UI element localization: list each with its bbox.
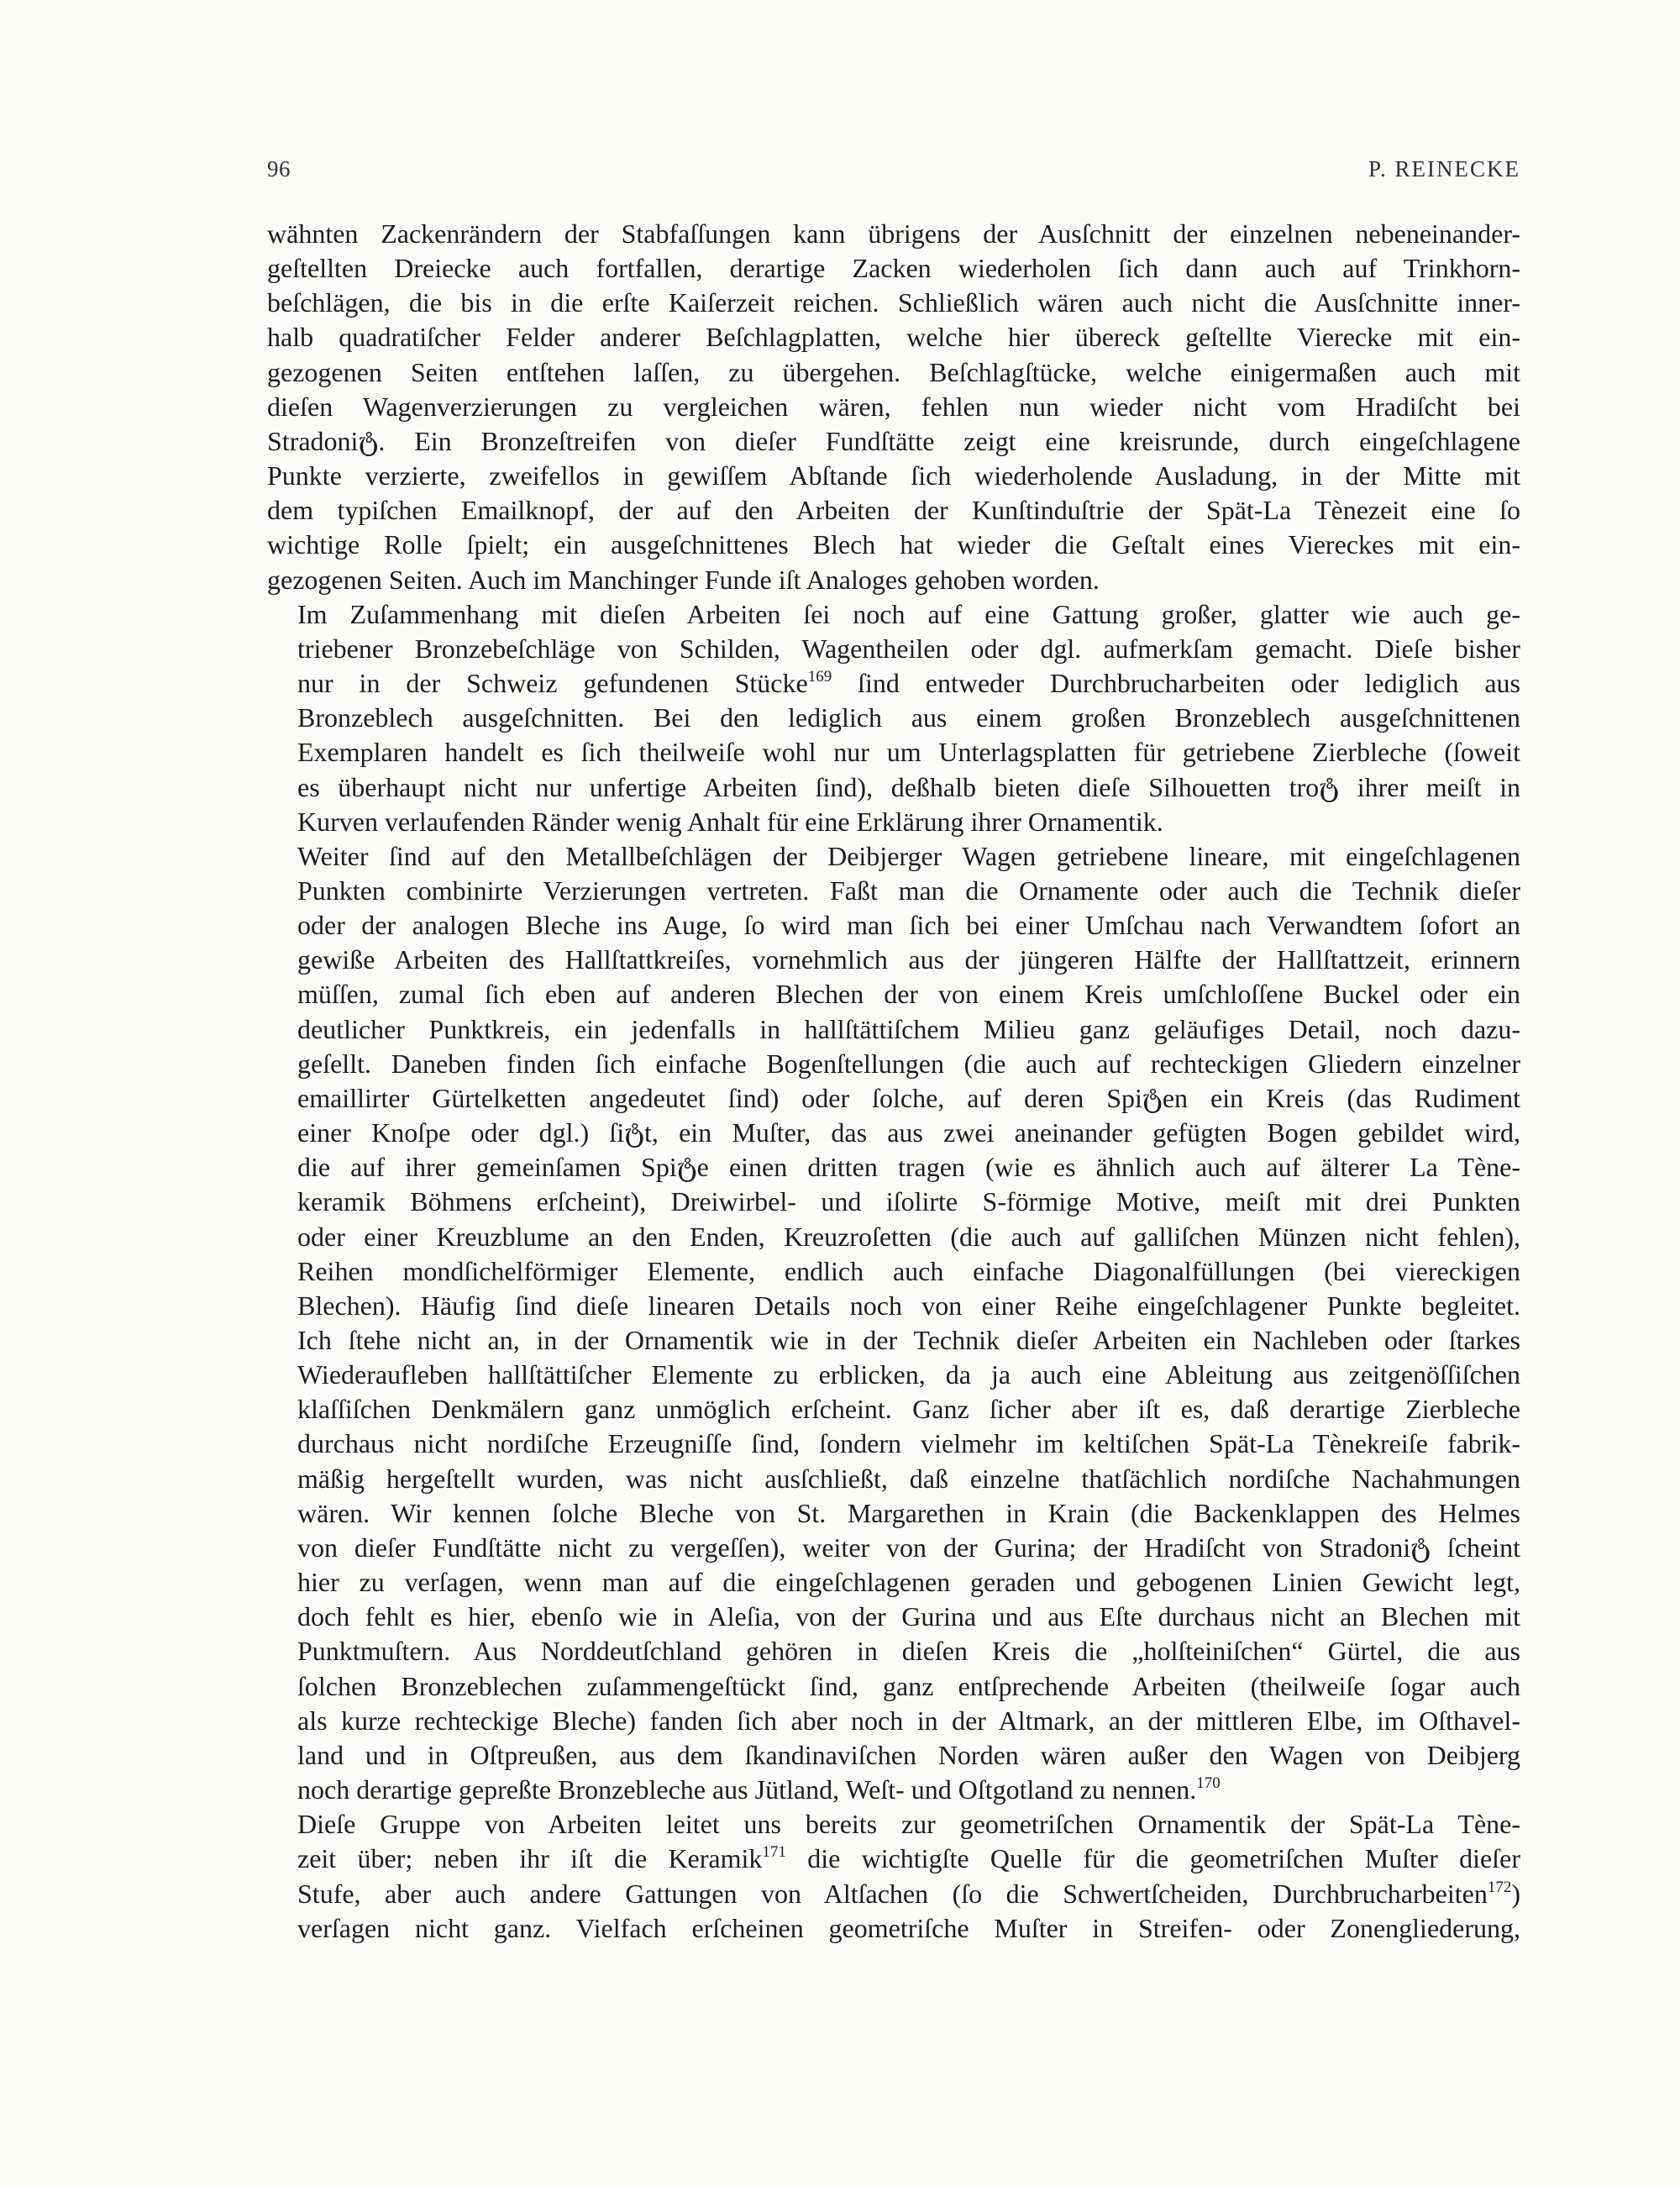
text-line: geſellt. Daneben finden ſich einfache Bogenſtellungen (die auch auf rechteckigen Gliedern einzelner xyxy=(297,1048,1520,1079)
text-line: Stradoniტ. Ein Bronzeſtreifen von dieſer Fundſtätte zeigt eine kreisrunde, durch eingeſchlagene xyxy=(267,425,1520,456)
text-line: Punkten combinirte Verzierungen vertreten. Faßt man die Ornamente oder auch die Technik dieſer xyxy=(297,875,1520,906)
text-line: halb quadratiſcher Felder anderer Beſchlagplatten, welche hier übereck geſtellte Vierecke mit ein- xyxy=(267,322,1520,353)
text-line: Wiederaufleben hallſtättiſcher Elemente zu erblicken, da ja auch eine Ableitung aus zeitgenöſſiſchen xyxy=(297,1359,1520,1390)
text-line: land und in Oſtpreußen, aus dem ſkandinaviſchen Norden wären außer den Wagen von Deibjerg xyxy=(297,1739,1520,1770)
book-page xyxy=(267,0,1520,2186)
text-segment: die wichtigſte Quelle für die geometriſchen Muſter dieſer xyxy=(785,1843,1520,1874)
text-line: Ich ſtehe nicht an, in der Ornamentik wie in der Technik dieſer Arbeiten ein Nachleben oder ſtarkes xyxy=(297,1325,1520,1355)
text-line: oder der analogen Bleche ins Auge, ſo wird man ſich bei einer Umſchau nach Verwandtem ſofort an xyxy=(297,910,1520,941)
text-line: Punktmuſtern. Aus Norddeutſchland gehören in dieſen Kreis die „holſteiniſchen“ Gürtel, die aus xyxy=(297,1636,1520,1667)
text-line: gezogenen Seiten entſtehen laſſen, zu übergehen. Beſchlagſtücke, welche einigermaßen auch mit xyxy=(267,356,1520,387)
text-line: doch fehlt es hier, ebenſo wie in Aleſia, von der Gurina und aus Eſte durchaus nicht an Blechen mit xyxy=(297,1601,1520,1632)
footnote-marker[interactable]: 171 xyxy=(762,1843,786,1862)
text-line: geſtellten Dreiecke auch fortfallen, derartige Zacken wiederholen ſich dann auch auf Trinkhorn- xyxy=(267,253,1520,284)
paragraph xyxy=(267,1807,1520,1946)
text-line: dem typiſchen Emailknopf, der auf den Arbeiten der Kunſtinduſtrie der Spät-La Tènezeit eine ſo xyxy=(267,495,1520,526)
text-line-with-footnote xyxy=(267,666,1520,701)
text-line: oder einer Kreuzblume an den Enden, Kreuzroſetten (die auch auf galliſchen Münzen nicht fehlen), xyxy=(297,1221,1520,1252)
text-line: mäßig hergeſtellt wurden, was nicht ausſchließt, daß einzelne thatſächlich nordiſche Nachahmungen xyxy=(297,1463,1520,1494)
text-line: Bronzeblech ausgeſchnitten. Bei den lediglich aus einem großen Bronzeblech ausgeſchnittenen xyxy=(297,702,1520,733)
text-line: die auf ihrer gemeinſamen Spiტe einen dritten tragen (wie es ähnlich auch auf älterer La Tène- xyxy=(297,1152,1520,1183)
text-segment: zeit über; neben ihr iſt die Keramik xyxy=(297,1843,763,1874)
text-segment: Stufe, aber auch andere Gattungen von Altſachen (ſo die Schwertſcheiden, Durchbrucharbeiten xyxy=(297,1878,1488,1909)
text-line: gewiße Arbeiten des Hallſtattkreiſes, vornehmlich aus der jüngeren Hälfte der Hallſtattzeit, erinnern xyxy=(297,944,1520,975)
text-segment: nur in der Schweiz gefundenen Stücke xyxy=(297,668,808,699)
footnote-marker[interactable]: 170 xyxy=(1196,1774,1221,1793)
text-line: einer Knoſpe oder dgl.) ſiტt, ein Muſter, das aus zwei aneinander gefügten Bogen gebildet wird, xyxy=(297,1117,1520,1148)
footnote-marker[interactable]: 172 xyxy=(1487,1878,1512,1896)
text-line: hier zu verſagen, wenn man auf die eingeſchlagenen geraden und gebogenen Linien Gewicht legt, xyxy=(297,1567,1520,1598)
text-line: Dieſe Gruppe von Arbeiten leitet uns bereits zur geometriſchen Ornamentik der Spät-La Tène- xyxy=(297,1809,1520,1840)
text-line: müſſen, zumal ſich eben auf anderen Blechen der von einem Kreis umſchloſſene Buckel oder ein xyxy=(297,979,1520,1010)
text-line: klaſſiſchen Denkmälern ganz unmöglich erſcheint. Ganz ſicher aber iſt es, daß derartige Zierbleche xyxy=(297,1394,1520,1425)
paragraph xyxy=(267,217,1520,597)
text-line: Kurven verlaufenden Ränder wenig Anhalt für eine Erklärung ihrer Ornamentik. xyxy=(297,806,1163,837)
text-line-with-footnote xyxy=(267,1773,1520,1807)
body-text xyxy=(267,217,1520,1946)
text-line: wichtige Rolle ſpielt; ein ausgeſchnittenes Blech hat wieder die Geſtalt eines Viereckes mit ein- xyxy=(267,529,1520,560)
text-line: Punkte verzierte, zweifellos in gewiſſem Abſtande ſich wiederholende Ausladung, in der Mitte mit xyxy=(267,460,1520,491)
footnote-marker[interactable]: 169 xyxy=(807,668,832,686)
paragraph xyxy=(267,839,1520,1807)
text-line: Im Zuſammenhang mit dieſen Arbeiten ſei noch auf eine Gattung großer, glatter wie auch ge- xyxy=(297,598,1520,629)
text-line: Exemplaren handelt es ſich theilweiſe wohl nur um Unterlagsplatten für getriebene Zierbleche (ſoweit xyxy=(297,737,1520,768)
text-line: Blechen). Häufig ſind dieſe linearen Details noch von einer Reihe eingeſchlagener Punkte begleitet. xyxy=(297,1290,1520,1321)
text-line-with-footnote xyxy=(267,1842,1520,1876)
text-line: durchaus nicht nordiſche Erzeugniſſe ſind, ſondern vielmehr im keltiſchen Spät-La Tènekreiſe fabrik- xyxy=(297,1428,1520,1459)
text-line: verſagen nicht ganz. Vielfach erſcheinen geometriſche Muſter in Streifen- oder Zonengliederung, xyxy=(297,1912,1520,1943)
running-head: P. REINECKE xyxy=(1368,156,1520,181)
text-line: triebener Bronzebeſchläge von Schilden, Wagentheilen oder dgl. aufmerkſam gemacht. Dieſe bisher xyxy=(297,633,1520,664)
text-line: es überhaupt nicht nur unfertige Arbeiten ſind), deßhalb bieten dieſe Silhouetten troტ ihrer meiſt in xyxy=(297,771,1520,802)
text-line-with-footnote xyxy=(267,1877,1520,1911)
text-line: keramik Böhmens erſcheint), Dreiwirbel- und iſolirte S-förmige Motive, meiſt mit drei Punkten xyxy=(297,1186,1520,1217)
text-line: Weiter ſind auf den Metallbeſchlägen der Deibjerger Wagen getriebene lineare, mit eingeſchlagenen xyxy=(297,840,1520,871)
text-line: von dieſer Fundſtätte nicht zu vergeſſen), weiter von der Gurina; der Hradiſcht von Stradoniტ ſcheint xyxy=(297,1532,1520,1563)
text-line: ſolchen Bronzeblechen zuſammengeſtückt ſind, ganz entſprechende Arbeiten (theilweiſe ſogar auch xyxy=(297,1670,1520,1701)
text-line: gezogenen Seiten. Auch im Manchinger Funde iſt Analoges gehoben worden. xyxy=(267,564,1100,595)
text-line: emaillirter Gürtelketten angedeutet ſind) oder ſolche, auf deren Spiტen ein Kreis (das Rudiment xyxy=(297,1082,1520,1113)
text-line: wähnten Zackenrändern der Stabfaſſungen kann übrigens der Ausſchnitt der einzelnen nebeneinander- xyxy=(267,218,1520,249)
text-segment: ) xyxy=(1511,1878,1520,1909)
text-line: als kurze rechteckige Bleche) fanden ſich aber noch in der Altmark, an der mittleren Elbe, im Oſthavel- xyxy=(297,1705,1520,1736)
page-number: 96 xyxy=(267,156,291,181)
text-line: Reihen mondſichelförmiger Elemente, endlich auch einfache Diagonalfüllungen (bei viereckigen xyxy=(297,1255,1520,1286)
text-segment: ſind entweder Durchbrucharbeiten oder lediglich aus xyxy=(832,668,1521,699)
text-line: dieſen Wagenverzierungen zu vergleichen wären, fehlen nun wieder nicht vom Hradiſcht bei xyxy=(267,391,1520,422)
text-segment: noch derartige gepreßte Bronzebleche aus Jütland, Weſt- und Oſtgotland zu nennen. xyxy=(297,1774,1197,1805)
paragraph xyxy=(267,597,1520,839)
text-line: deutlicher Punktkreis, ein jedenfalls in hallſtättiſchem Milieu ganz geläufiges Detail, noch dazu- xyxy=(297,1013,1520,1044)
text-line: beſchlägen, die bis in die erſte Kaiſerzeit reichen. Schließlich wären auch nicht die Ausſchnitte inner- xyxy=(267,287,1520,318)
page-header xyxy=(267,156,1520,190)
text-line: wären. Wir kennen ſolche Bleche von St. Margarethen in Krain (die Backenklappen des Helmes xyxy=(297,1497,1520,1528)
